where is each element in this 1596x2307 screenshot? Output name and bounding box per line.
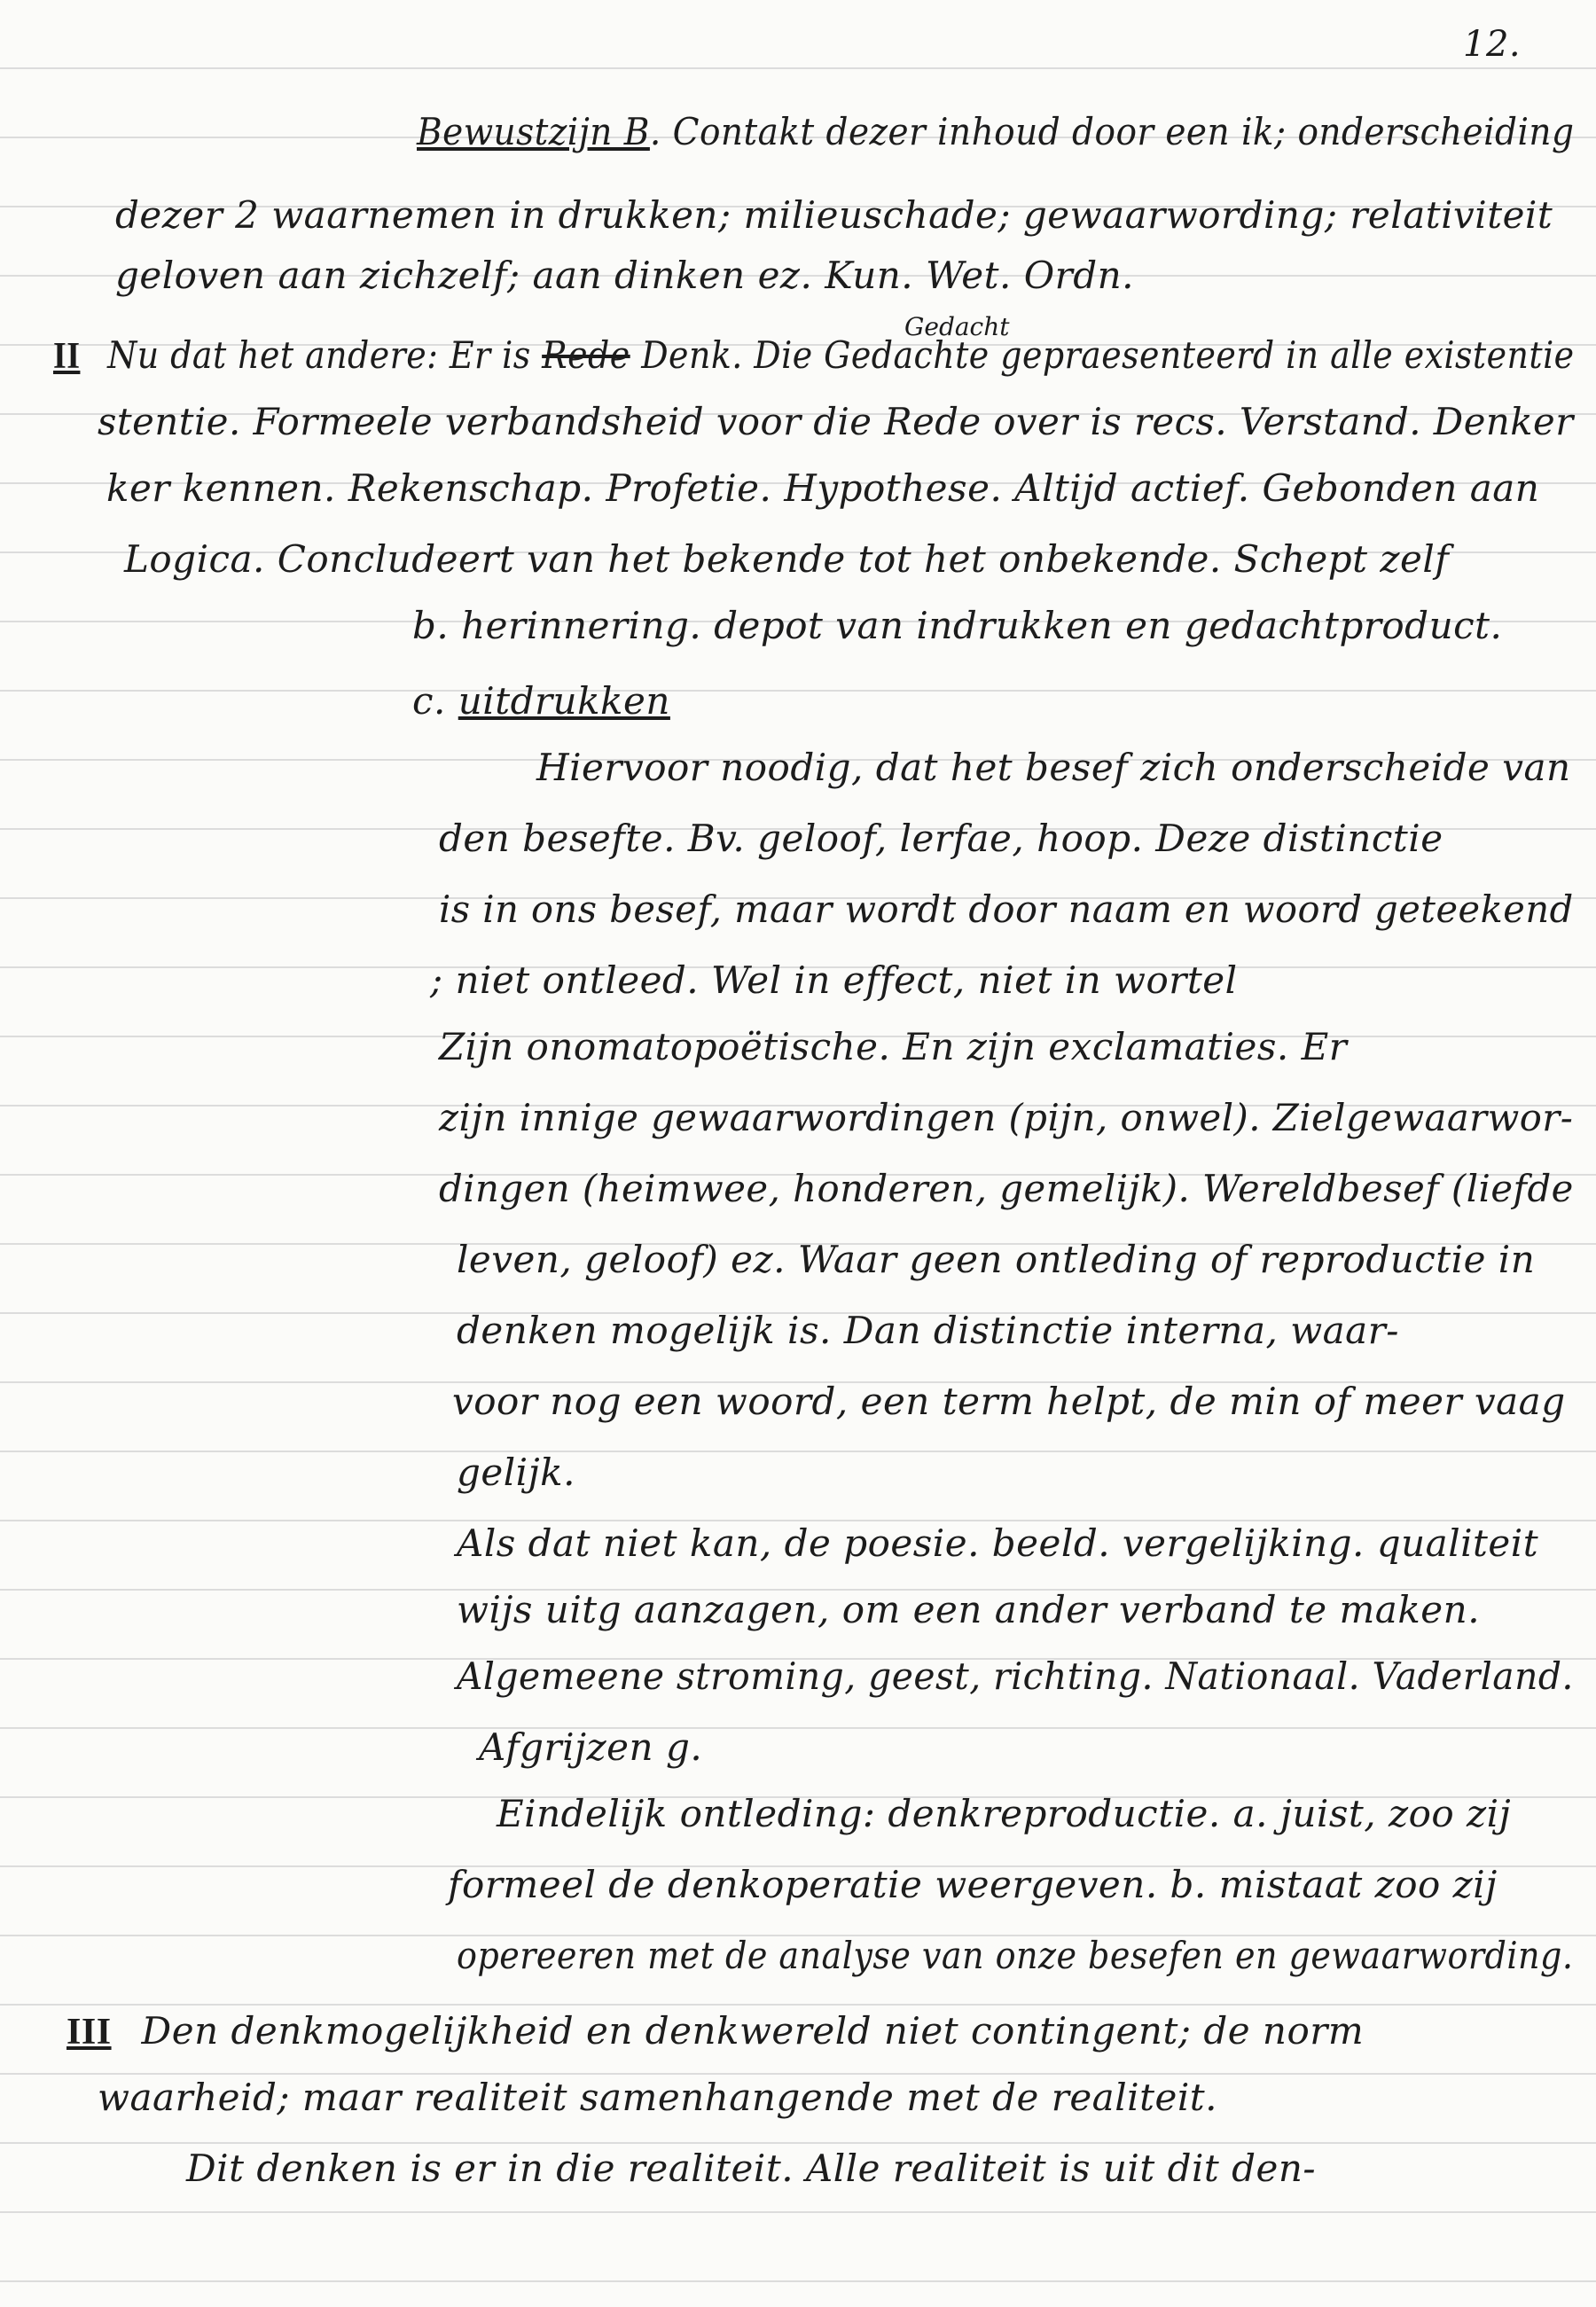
line-text: zijn innige gewaarwordingen (pijn, onwel). Zielgewaarwor- xyxy=(439,1096,1574,1139)
line-text: c. uitdrukken xyxy=(412,679,670,723)
line-text: dingen (heimwee, honderen, gemelijk). Wereldbesef (liefde xyxy=(439,1167,1574,1210)
manuscript-line xyxy=(98,2076,1217,2119)
manuscript-line xyxy=(457,1588,1481,1631)
underlined-word: Bewustzijn B xyxy=(417,110,650,153)
manuscript-line xyxy=(106,466,1540,510)
manuscript-line xyxy=(536,746,1571,789)
line-text: b. herinnering. depot van indrukken en gedachtproduct. xyxy=(412,604,1503,647)
page-number: 12. xyxy=(1463,24,1522,65)
manuscript-line xyxy=(115,193,1553,237)
line-text: voor nog een woord, een term helpt, de min of meer vaag xyxy=(452,1380,1566,1423)
line-text: den besefte. Bv. geloof, lerfae, hoop. Deze distinctie xyxy=(439,817,1443,860)
line-text: Afgrijzen g. xyxy=(479,1725,703,1769)
underlined-word: uitdrukken xyxy=(458,679,670,723)
manuscript-line xyxy=(124,537,1450,581)
line-text: Algemeene stroming, geest, richting. Nationaal. Vaderland. xyxy=(457,1654,1574,1698)
line-text: wijs uitg aanzagen, om een ander verband te maken. xyxy=(457,1588,1481,1631)
line-text: Bewustzijn B. Contakt dezer inhoud door een ik; onderscheiding xyxy=(417,110,1575,153)
section-numeral: III xyxy=(66,2012,112,2053)
manuscript-line xyxy=(412,679,670,723)
line-text: opereeren met de analyse van onze besefen en gewaarwording. xyxy=(457,1934,1574,1977)
insertion-above-line: Gedacht xyxy=(904,312,1010,341)
manuscript-line xyxy=(412,604,1503,647)
line-text: Zijn onomatopoëtische. En zijn exclamaties. Er xyxy=(439,1025,1348,1068)
manuscript-line xyxy=(457,1451,575,1494)
manuscript-line xyxy=(457,1654,1574,1698)
line-text: geloven aan zichzelf; aan dinken ez. Kun. Wet. Ordn. xyxy=(115,254,1134,297)
line-text: ; niet ontleed. Wel in effect, niet in wortel xyxy=(430,958,1238,1002)
line-text: Eindelijk ontleding: denkreproductie. a. juist, zoo zij xyxy=(497,1792,1512,1835)
manuscript-line xyxy=(457,1309,1399,1352)
line-text: gelijk. xyxy=(457,1451,575,1494)
manuscript-line xyxy=(98,400,1574,443)
manuscript-line xyxy=(417,110,1575,153)
line-text: is in ons besef, maar wordt door naam en woord geteekend xyxy=(439,888,1574,931)
manuscript-line xyxy=(497,1792,1512,1835)
line-text: Logica. Concludeert van het bekende tot het onbekende. Schept zelf xyxy=(124,537,1450,581)
struck-word: Rede xyxy=(542,333,630,377)
line-text: Den denkmogelijkheid en denkwereld niet contingent; de norm xyxy=(141,2009,1365,2053)
manuscript-line xyxy=(479,1725,703,1769)
line-text: Als dat niet kan, de poesie. beeld. vergelijking. qualiteit xyxy=(457,1521,1539,1565)
manuscript-line xyxy=(439,888,1574,931)
manuscript-line xyxy=(53,333,1575,377)
manuscript-line xyxy=(457,1521,1539,1565)
line-text: Nu dat het andere: Er is Rede Denk. Die Gedachte gepraesenteerd in alle existentie xyxy=(107,333,1575,377)
section-numeral: II xyxy=(53,336,81,377)
manuscript-line xyxy=(439,1025,1348,1068)
line-text: dezer 2 waarnemen in drukken; milieuschade; gewaarwording; relativiteit xyxy=(115,193,1553,237)
line-text: waarheid; maar realiteit samenhangende met de realiteit. xyxy=(98,2076,1217,2119)
manuscript-line xyxy=(439,817,1443,860)
manuscript-line xyxy=(457,1934,1574,1977)
manuscript-line xyxy=(430,958,1238,1002)
manuscript-line xyxy=(66,2009,1365,2053)
manuscript-line xyxy=(439,1167,1574,1210)
manuscript-line xyxy=(448,1863,1498,1906)
manuscript-line xyxy=(115,254,1134,297)
manuscript-line xyxy=(186,2147,1317,2190)
line-text: leven, geloof) ez. Waar geen ontleding of reproductie in xyxy=(457,1238,1536,1281)
line-text: ker kennen. Rekenschap. Profetie. Hypothese. Altijd actief. Gebonden aan xyxy=(106,466,1540,510)
line-text: Dit denken is er in die realiteit. Alle realiteit is uit dit den- xyxy=(186,2147,1317,2190)
line-text: formeel de denkoperatie weergeven. b. mistaat zoo zij xyxy=(448,1863,1498,1906)
manuscript-line xyxy=(439,1096,1574,1139)
line-text: Hiervoor noodig, dat het besef zich onderscheide van xyxy=(536,746,1571,789)
manuscript-line xyxy=(457,1238,1536,1281)
line-text: stentie. Formeele verbandsheid voor die Rede over is recs. Verstand. Denker xyxy=(98,400,1574,443)
line-text: denken mogelijk is. Dan distinctie interna, waar- xyxy=(457,1309,1399,1352)
manuscript-line xyxy=(452,1380,1566,1423)
